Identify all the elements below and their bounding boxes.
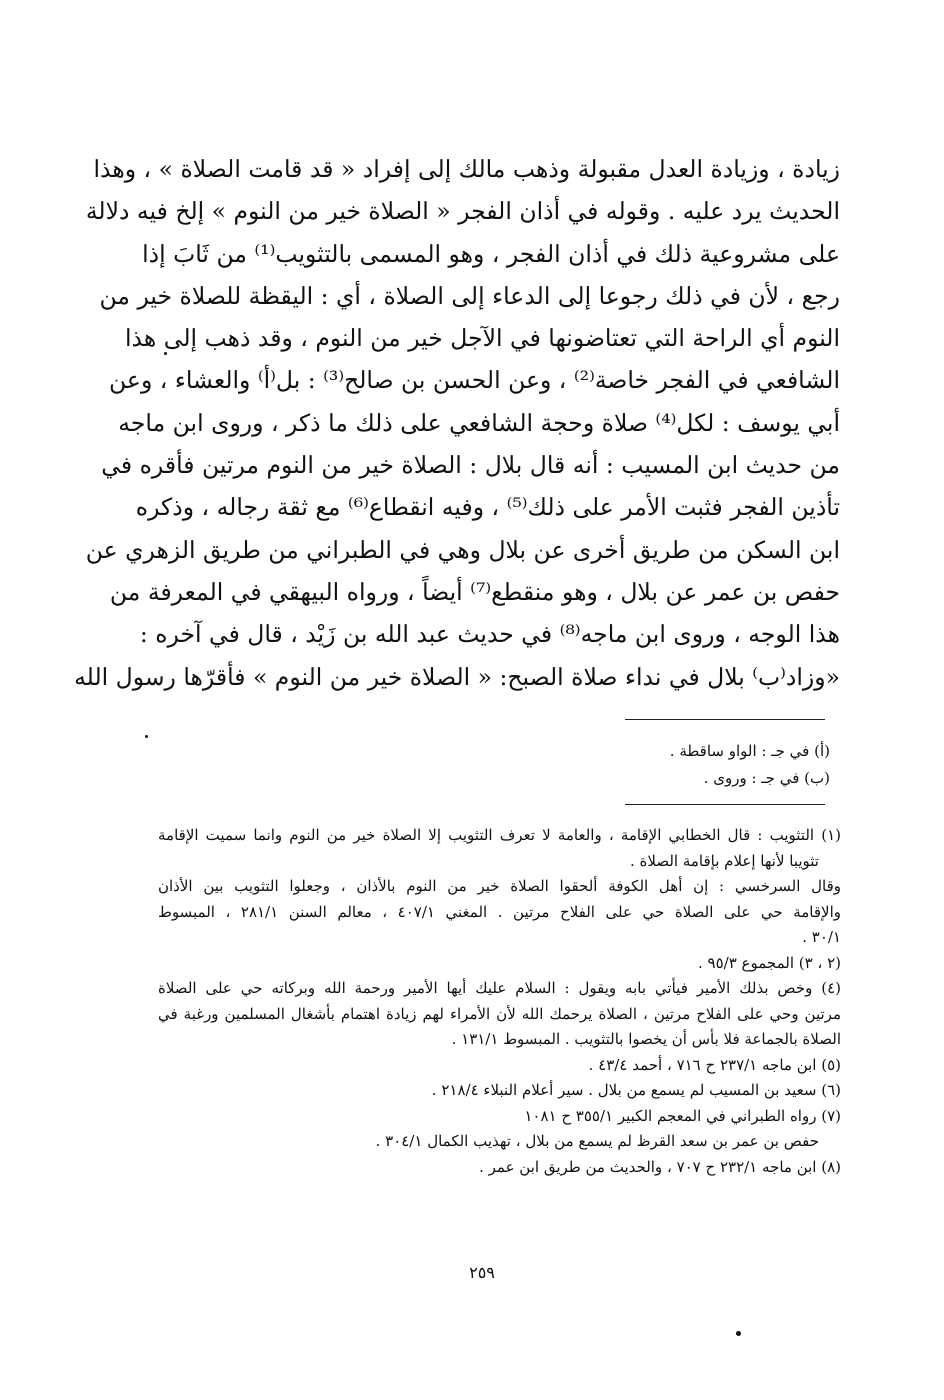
main-body-text: [74, 148, 840, 698]
footnotes: [158, 823, 841, 1180]
footnote-line: (٢ ، ٣) المجموع ٩٥/٣ .: [697, 953, 841, 972]
main-text-line: الحديث يرد عليه . وقوله في أذان الفجر « الصلاة خير من النوم » إلخ فيه دلالة: [85, 197, 840, 226]
footnote-line: حفص بن عمر بن سعد القرظ لم يسمع من بلال ، تهذيب الكمال ٣٠٤/١ .: [375, 1132, 819, 1150]
main-text-line: حفص بن عمر عن بلال ، وهو منقطع⁽⁷⁾ أيضاً ، ورواه البيهقي في المعرفة من: [109, 577, 840, 606]
variant-readings: [400, 738, 830, 792]
variant-note: (أ) في جـ : الواو ساقطة .: [669, 742, 830, 760]
scan-speck: [145, 735, 148, 738]
variant-note: (ب) في جـ : وروى .: [703, 769, 830, 787]
main-text-line: الشافعي في الفجر خاصة⁽²⁾ ، وعن الحسن بن صالح⁽³⁾ : بل⁽أ⁾ والعشاء ، وعن: [109, 366, 840, 395]
main-text-line: النوم أي الراحة التي تعتاضونها في الآجل خير من النوم ، وقد ذهب إلى هذا: [125, 324, 840, 353]
footnote-line: الصلاة بالجماعة فلا بأس أن يخصوا بالتثويب . المبسوط ١٣١/١ .: [451, 1030, 841, 1048]
main-text-line: أبي يوسف : لكل⁽⁴⁾ صلاة وحجة الشافعي على ذلك ما ذكر ، وروى ابن ماجه: [118, 408, 840, 437]
main-text-line: هذا الوجه ، وروى ابن ماجه⁽⁸⁾ في حديث عبد الله بن زَيْد ، قال في آخره :: [139, 620, 840, 649]
page-number: ٢٥٩: [469, 1263, 495, 1282]
main-text-line: ابن السكن من طريق أخرى عن بلال وهي في الطبراني من طريق الزهري عن: [85, 535, 840, 564]
footnote-line: (٥) ابن ماجه ٢٣٧/١ ح ٧١٦ ، أحمد ٤٣/٤ .: [588, 1055, 841, 1074]
main-text-line: «وزاد⁽ب⁾ بلال في نداء صلاة الصبح: « الصلاة خير من النوم » فأقرّها رسول الله: [74, 662, 840, 691]
scan-speck: [164, 352, 167, 355]
footnote-line: ٣٠/١ .: [802, 928, 841, 946]
main-text-line: رجع ، لأن في ذلك رجوعا إلى الدعاء إلى الصلاة ، أي : اليقظة للصلاة خير من: [99, 281, 840, 310]
footnote-line: والإقامة حي على الصلاة حي على الفلاح مرتين . المغني ٤٠٧/١ ، معالم السنن ٢٨١/١ ، المبسوط: [158, 902, 841, 921]
variants-divider: [625, 719, 825, 720]
footnote-line: مرتين وحي على الفلاح مرتين ، الصلاة يرحمك الله لأن الأمراء لهم زيادة اهتمام بأشغال المسلمين ورغبة في: [158, 1004, 841, 1023]
main-text-line: تأذين الفجر فثبت الأمر على ذلك⁽⁵⁾ ، وفيه انقطاع⁽⁶⁾ مع ثقة رجاله ، وذكره: [135, 493, 840, 522]
footnote-line: (٨) ابن ماجه ٢٣٢/١ ح ٧٠٧ ، والحديث من طريق ابن عمر .: [479, 1157, 841, 1176]
footnote-line: (٦) سعيد بن المسيب لم يسمع من بلال . سير أعلام النبلاء ٢١٨/٤ .: [431, 1081, 841, 1099]
footnotes-divider: [625, 804, 825, 805]
footnote-line: (١) التثويب : قال الخطابي الإقامة ، والعامة لا تعرف التثويب إلا الصلاة خير من النوم وانما سميت الإقامة: [158, 826, 841, 844]
footnote-line: تثويبا لأنها إعلام بإقامة الصلاة .: [629, 851, 819, 870]
footnote-line: (٤) وخص بذلك الأمير فيأتي بابه ويقول : السلام عليك أيها الأمير ورحمة الله وبركاته حي على الصلاة: [158, 979, 841, 997]
main-text-line: على مشروعية ذلك في أذان الفجر ، وهو المسمى بالتثويب⁽¹⁾ من ثَابَ إذا: [142, 239, 840, 268]
footnote-line: (٧) رواه الطبراني في المعجم الكبير ٣٥٥/١ ح ١٠٨١: [524, 1106, 841, 1125]
footnote-line: وقال السرخسي : إن أهل الكوفة ألحقوا الصلاة خير من النوم بالأذان ، وجعلوا التثويب بين الأذان: [158, 877, 841, 895]
scan-speck: [736, 1331, 741, 1336]
main-text-line: زيادة ، وزيادة العدل مقبولة وذهب مالك إلى إفراد « قد قامت الصلاة » ، وهذا: [93, 155, 840, 183]
main-text-line: من حديث ابن المسيب : أنه قال بلال : الصلاة خير من النوم مرتين فأقره في: [101, 451, 840, 480]
